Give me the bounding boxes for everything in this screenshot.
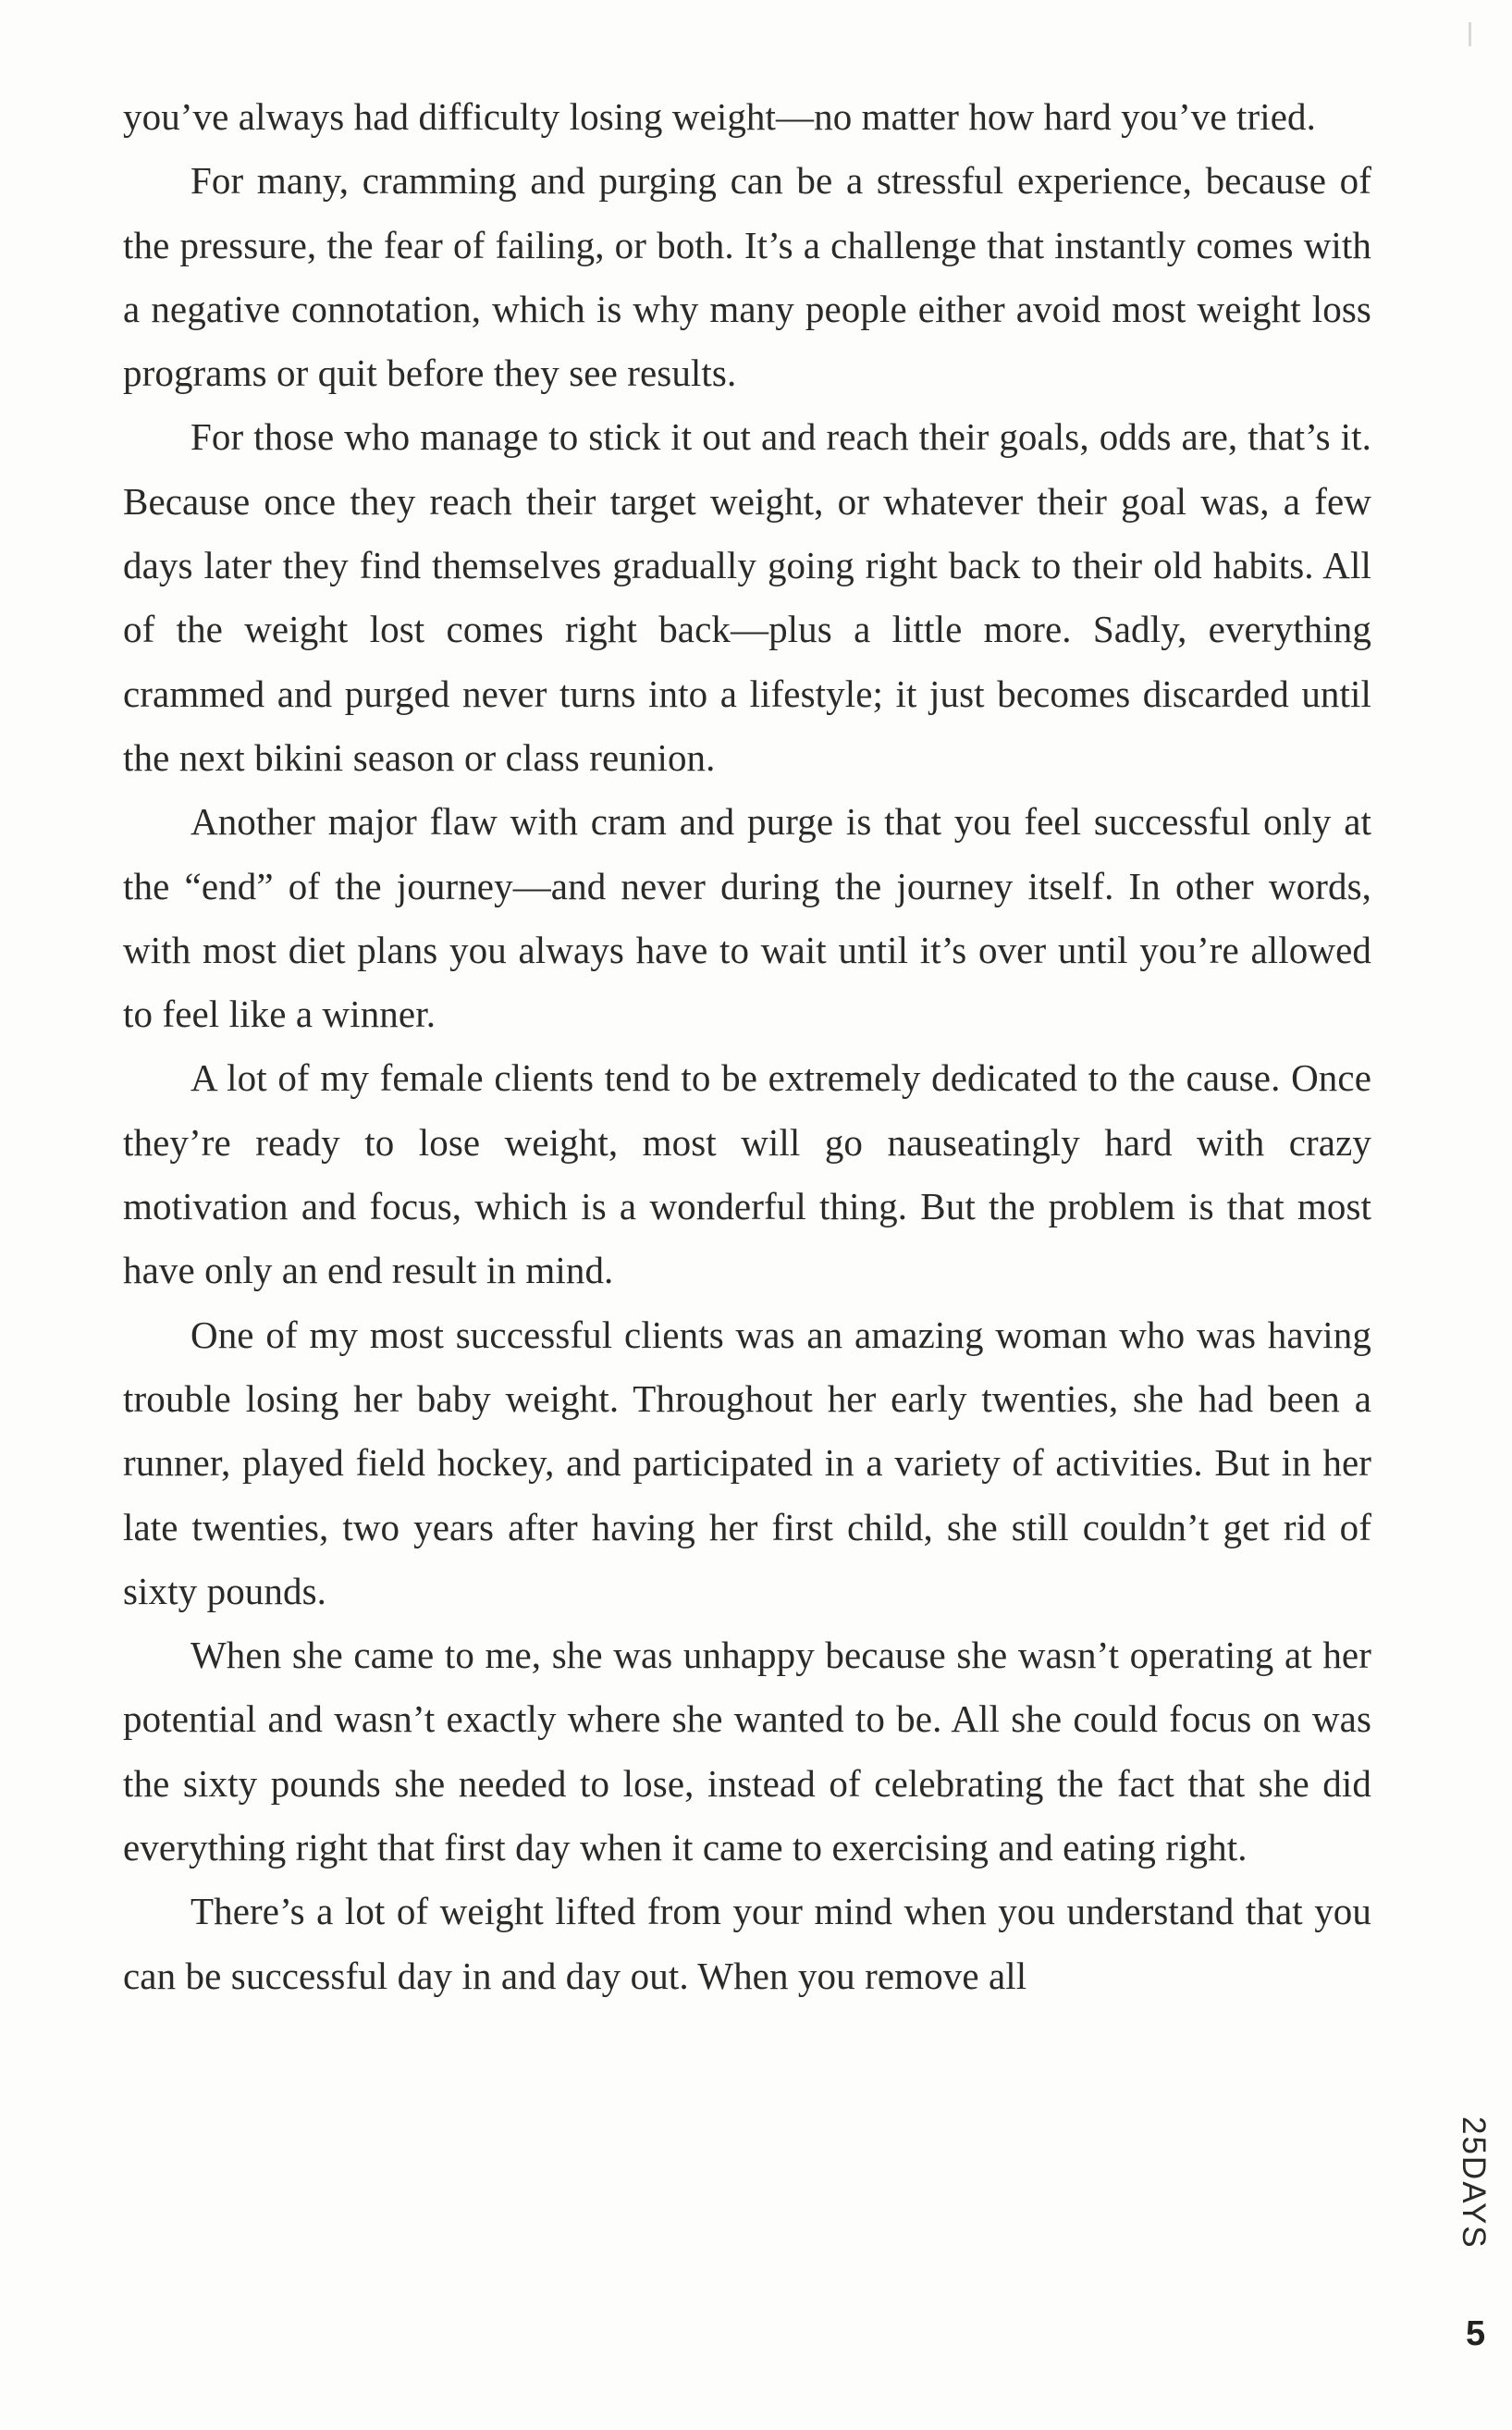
paragraph: A lot of my female clients tend to be extremely dedicated to the cause. Once they’re ready to lose weight, most will go nauseatingly hard with crazy motivation and focus, which is a wonderful thing. But the problem is that most have only an end result in mind. — [123, 1056, 1371, 1292]
page-number: 5 — [1466, 2314, 1486, 2353]
paragraph: When she came to me, she was unhappy because she wasn’t operating at her potential and wasn’t exactly where she wanted to be. All she could focus on was the sixty pounds she needed to lose, instead of celebrating the fact that she did everything right that first day when it came to exercising and eating right. — [123, 1634, 1371, 1869]
paragraph: There’s a lot of weight lifted from your mind when you understand that you can be successful day in and day out. When you remove all — [123, 1890, 1371, 1997]
running-head-label: 25DAYS — [1456, 2116, 1492, 2250]
paragraph: For many, cramming and purging can be a stressful experience, because of the pressure, the fear of failing, or both. It’s a challenge that instantly comes with a negative connotation, which is why many people either avoid most weight loss programs or quit before they see results. — [123, 159, 1371, 395]
paragraph-continuation: you’ve always had difficulty losing weight—no matter how hard you’ve tried. — [123, 95, 1316, 138]
body-text — [123, 85, 1371, 2008]
scan-mark — [1469, 22, 1471, 46]
paragraph: One of my most successful clients was an amazing woman who was having trouble losing her baby weight. Throughout her early twenties, she had been a runner, played field hockey, and participated in a variety of activities. But in her late twenties, two years after having her first child, she still couldn’t get rid of sixty pounds. — [123, 1313, 1371, 1612]
paragraph: Another major flaw with cram and purge is that you feel successful only at the “end” of the journey—and never during the journey itself. In other words, with most diet plans you always have to wait until it’s over until you’re allowed to feel like a winner. — [123, 800, 1371, 1036]
running-head — [1450, 2081, 1496, 2285]
paragraph: For those who manage to stick it out and reach their goals, odds are, that’s it. Because once they reach their target weight, or whatever their goal was, a few days later they find themselves gradually going right back to their old habits. All of the weight lost comes right back—plus a little more. Sadly, everything crammed and purged never turns into a lifestyle; it just becomes discarded until the next bikini season or class reunion. — [123, 415, 1371, 779]
